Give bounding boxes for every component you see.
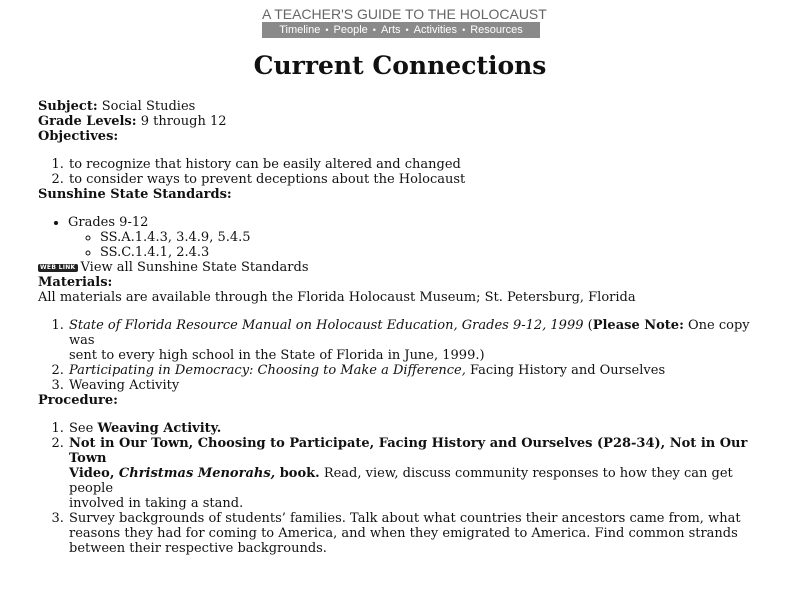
standards-sublist (68, 230, 768, 260)
procedure-step (68, 436, 768, 511)
nav-people[interactable]: People (333, 23, 368, 36)
grade-levels-value: 9 through 12 (140, 114, 227, 129)
objective-item: 2. to consider ways to prevent deceptions about the Holocaust (68, 172, 768, 187)
materials-intro: All materials are available through the Florida Holocaust Museum; St. Petersburg, Florida (38, 290, 636, 305)
nav-resources[interactable]: Resources (470, 23, 523, 36)
objective-item: 1. to recognize that history can be easily altered and changed (68, 157, 768, 172)
standard-code: ◦ SS.C.1.4.1, 2.4.3 (100, 245, 768, 260)
site-nav (262, 22, 540, 38)
lesson-content (38, 99, 768, 556)
material-note: One copy was (69, 318, 750, 348)
material-note-cont: sent to every high school in the State of Florida in June, 1999.) (69, 348, 485, 363)
nav-separator: • (372, 24, 376, 35)
objectives-heading: Objectives: (38, 129, 119, 144)
procedure-step (68, 511, 768, 556)
nav-arts[interactable]: Arts (380, 23, 401, 36)
step-resources: Not in Our Town, Choosing to Participate, Facing History and Ourselves (P28-34), Not in Our Town (69, 436, 748, 466)
step-text-cont: reasons they had for coming to America, and when they emigrated to America. Find common strands (69, 526, 738, 541)
procedure-step (68, 421, 768, 436)
objectives-list (50, 157, 768, 187)
subject-line (38, 99, 768, 114)
subject-label: Subject: (38, 99, 98, 114)
site-banner (262, 6, 547, 38)
standards-grade-item (68, 215, 768, 260)
step-instructions-cont: involved in taking a stand. (69, 496, 244, 511)
nav-timeline[interactable]: Timeline (279, 23, 321, 36)
page-title: Current Connections (253, 51, 547, 80)
procedure-heading: Procedure: (38, 393, 118, 408)
material-paren: ( (583, 318, 593, 333)
view-standards-link[interactable]: View all Sunshine State Standards (80, 260, 309, 275)
nav-separator: • (325, 24, 329, 35)
standards-grade: Grades 9-12 (68, 215, 149, 230)
grade-levels-line (38, 114, 768, 129)
procedure-list (50, 421, 768, 556)
materials-heading: Materials: (38, 275, 113, 290)
step-prefix: See (69, 421, 98, 436)
material-item (68, 318, 768, 363)
step-text-cont: between their respective backgrounds. (69, 541, 327, 556)
step-video: Video, (69, 466, 119, 481)
step-book: book. (275, 466, 320, 481)
materials-list (50, 318, 768, 393)
web-link-icon: WEB LINK (40, 263, 76, 271)
step-book-title: Christmas Menorahs, (118, 466, 276, 481)
nav-separator: • (405, 24, 409, 35)
material-item: 3. Weaving Activity (68, 378, 768, 393)
standards-list (50, 215, 768, 260)
site-title[interactable]: A TEACHER'S GUIDE TO THE HOLOCAUST (262, 6, 547, 22)
material-note-label: Please Note: (592, 318, 684, 333)
standard-code: ◦ SS.A.1.4.3, 3.4.9, 5.4.5 (100, 230, 768, 245)
material-item (68, 363, 768, 378)
standards-heading: Sunshine State Standards: (38, 187, 232, 202)
nav-separator: • (462, 24, 466, 35)
step-instructions: Read, view, discuss community responses to how they can get people (69, 466, 733, 496)
material-title: State of Florida Resource Manual on Holocaust Education, Grades 9-12, 1999 (69, 318, 584, 333)
weblink-line (38, 260, 768, 275)
material-title: Participating in Democracy: Choosing to Make a Difference, (69, 363, 466, 378)
material-publisher: Facing History and Ourselves (465, 363, 666, 378)
step-text: Survey backgrounds of students’ families. Talk about what countries their ancestors came from, what (69, 511, 741, 526)
weaving-activity-link[interactable]: Weaving Activity. (97, 421, 222, 436)
grade-levels-label: Grade Levels: (38, 114, 137, 129)
subject-value: Social Studies (101, 99, 196, 114)
nav-activities[interactable]: Activities (413, 23, 458, 36)
